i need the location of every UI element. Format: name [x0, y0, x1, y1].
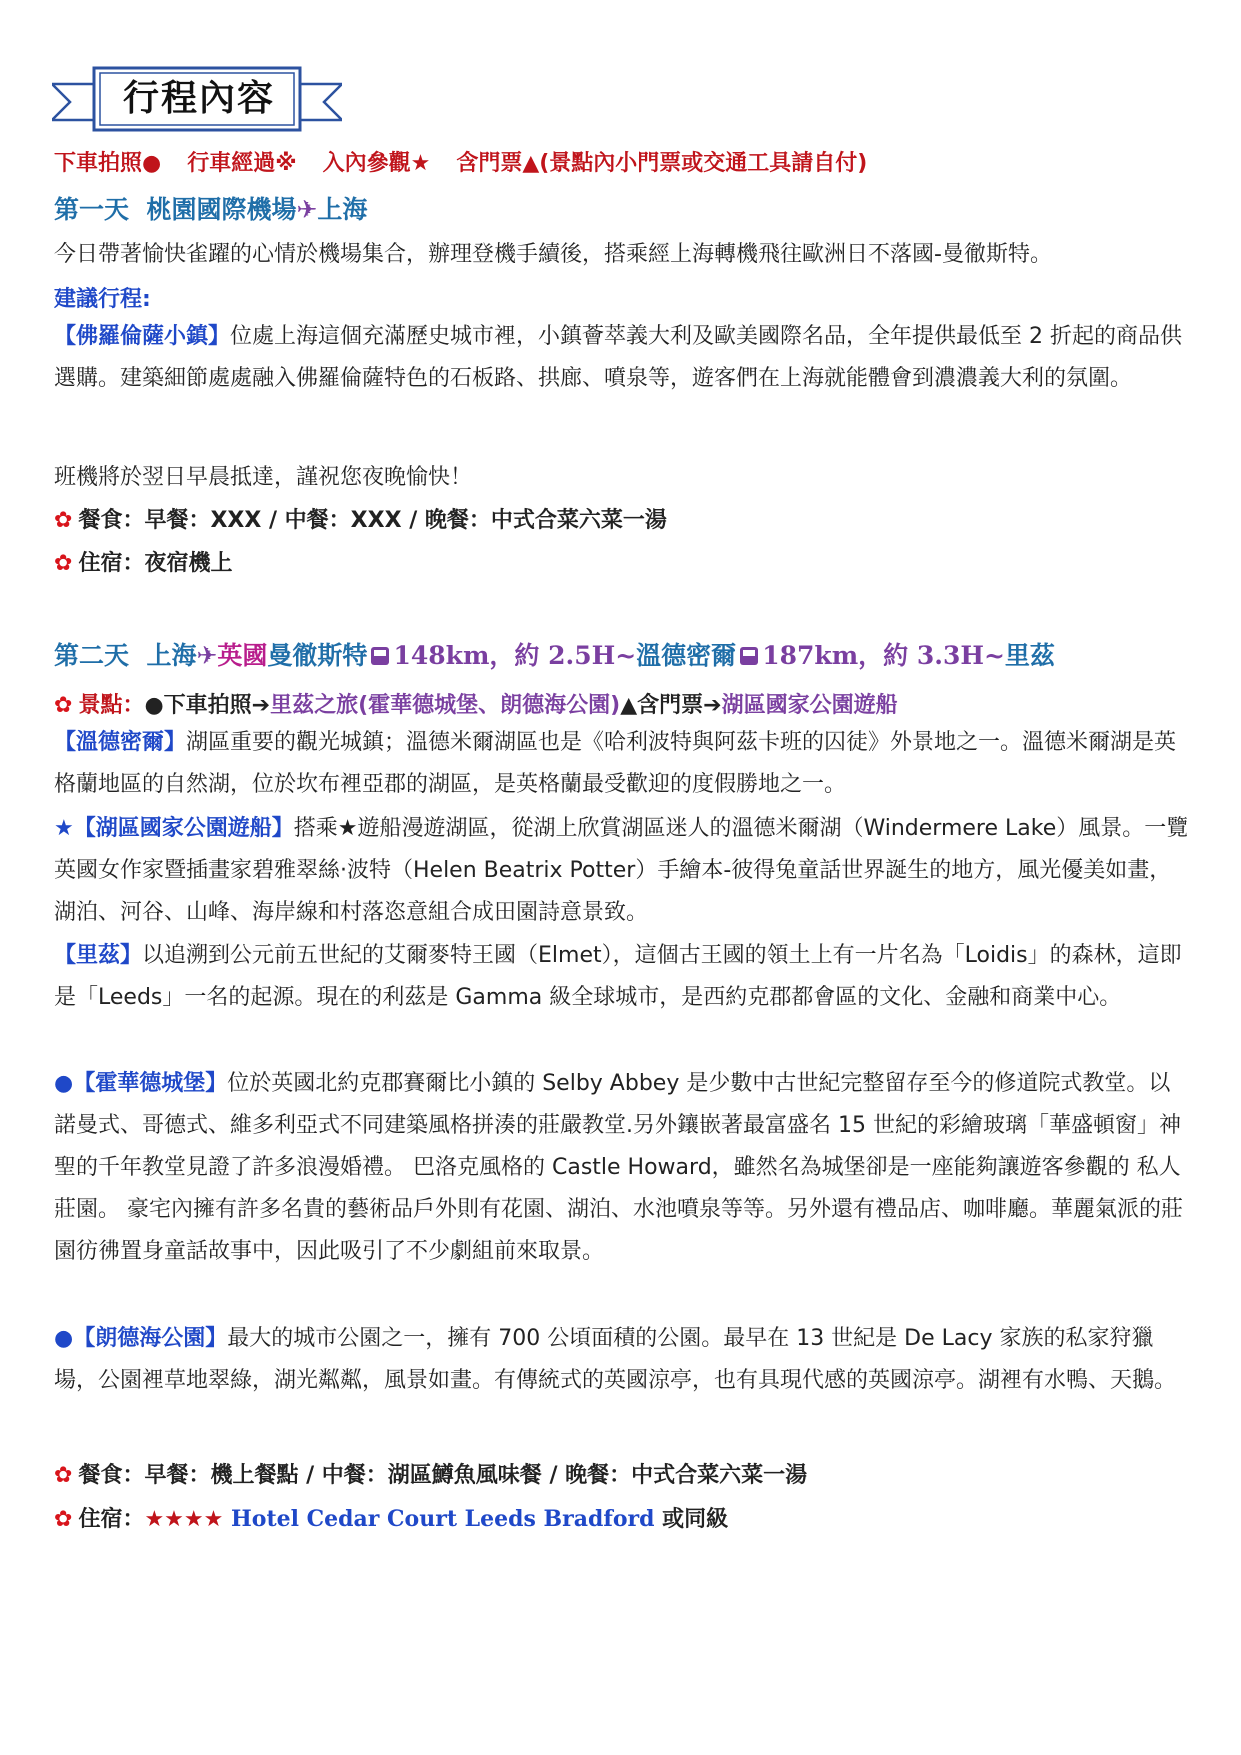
flower-icon: ✿ — [54, 693, 73, 718]
bus-icon — [371, 647, 389, 665]
day1-arrive: 班機將於翌日早晨抵達，謹祝您夜晚愉快！ — [54, 465, 473, 490]
flower-icon: ✿ — [54, 508, 73, 533]
legend-photo: 下車拍照● — [54, 151, 162, 176]
flower-icon: ✿ — [54, 1463, 73, 1488]
park-paragraph — [54, 1318, 1190, 1402]
windermere-name: 【溫德密爾】 — [54, 730, 187, 755]
windermere-text: 湖區重要的觀光城鎮；溫德米爾湖區也是《哈利波特與阿茲卡班的囚徒》外景地之一。溫德米爾湖是英格蘭地區的自然湖，位於坎布裡亞郡的湖區，是英格蘭最受歡迎的度假勝地之一。 — [54, 730, 1177, 797]
day1-title — [54, 190, 367, 226]
florence-text: 位處上海這個充滿歷史城市裡，小鎮薈萃義大利及歐美國際名品，全年提供最低至 2 折起的商品供選購。建築細節處處融入佛羅倫薩特色的石板路、拱廊、噴泉等，遊客們在上海就能體會到濃濃義大利的氛圍。 — [54, 324, 1183, 391]
arrow-right-icon: ➔ — [703, 693, 722, 718]
park-text: 最大的城市公園之一，擁有 700 公頃面積的公園。最早在 13 世紀是 De Lacy 家族的私家狩獵場，公園裡草地翠綠，湖光粼粼，風景如畫。有傳統式的英國涼亭，也有具現代感的英國涼亭。湖裡有水鴨、天鵝。 — [54, 1326, 1177, 1393]
day2-country: 英國 — [217, 641, 268, 670]
spots-label: 景點： — [78, 693, 145, 718]
plane-icon: ✈ — [196, 641, 218, 670]
spots-lake-cruise: 湖區國家公園遊船 — [721, 693, 898, 718]
day2-leg2: 187km，約 3.3H~ — [762, 641, 1005, 670]
dot-icon: ● — [54, 1326, 74, 1351]
day2-leg1: 148km，約 2.5H~ — [393, 641, 637, 670]
day1-meals: 餐食：早餐：XXX / 中餐：XXX / 晚餐：中式合菜六菜一湯 — [78, 508, 667, 533]
legend-drive: 行車經過※ — [187, 151, 297, 176]
flower-icon: ✿ — [54, 1507, 73, 1532]
legend-row — [54, 146, 893, 177]
leeds-text: 以追溯到公元前五世紀的艾爾麥特王國（Elmet），這個古王國的領土上有一片名為「Loidis」的森林，這即是「Leeds」一名的起源。現在的利茲是 Gamma 級全球城市，是西約克郡都會區的文化、金融和商業中心。 — [54, 943, 1182, 1010]
day1-destination: 上海 — [317, 195, 368, 224]
castle-name: 【霍華德城堡】 — [73, 1071, 228, 1096]
leeds-paragraph — [54, 935, 1190, 1019]
arrow-right-icon: ➔ — [251, 693, 271, 718]
bus-icon — [740, 647, 758, 665]
hotel-name: Hotel Cedar Court Leeds Bradford — [231, 1506, 655, 1532]
flower-icon: ✿ — [54, 551, 73, 576]
leeds-name: 【里茲】 — [54, 943, 143, 968]
day2-meals: 餐食：早餐：機上餐點 / 中餐：湖區鱒魚風味餐 / 晚餐：中式合菜六菜一湯 — [78, 1463, 808, 1488]
dot-icon: ● — [54, 1071, 74, 1096]
day1-intro: 今日帶著愉快雀躍的心情於機場集合，辦理登機手續後，搭乘經上海轉機飛往歐洲日不落國-曼徹斯特。 — [54, 242, 1052, 267]
hotel-stars: ★★★★ — [144, 1507, 224, 1532]
legend-visit: 入內參觀★ — [322, 151, 431, 176]
day1-florence — [54, 316, 1190, 400]
day2-label: 第二天 — [54, 641, 130, 670]
cruise-paragraph — [54, 808, 1190, 934]
cruise-text: 搭乘★遊船漫遊湖區，從湖上欣賞湖區迷人的溫德米爾湖（Windermere Lake）風景。一覽英國女作家暨插畫家碧雅翠絲·波特（Helen Beatrix Potter）手繪本-彼得兔童話世界誕生的地方，風光優美如畫，湖泊、河谷、山峰、海岸線和村落恣意組合成田園詩意景致。 — [54, 816, 1189, 925]
day2-title — [54, 636, 1055, 672]
hotel-suffix: 或同級 — [662, 1507, 729, 1532]
castle-text: 位於英國北約克郡賽爾比小鎮的 Selby Abbey 是少數中古世紀完整留存至今的修道院式教堂。以諾曼式、哥德式、維多利亞式不同建築風格拼湊的莊嚴教堂.另外鑲嵌著最富盛名 15 世紀的彩繪玻璃「華盛頓窗」神聖的千年教堂見證了許多浪漫婚禮。 巴洛克風格的 Castle Howard，雖然名為城堡卻是一座能夠讓遊客參觀的 私人莊園。 豪宅內擁有許多名貴的藝術品戶外則有花園、湖泊、水池噴泉等等。另外還有禮品店、咖啡廳。華麗氣派的莊園彷彿置身童話故事中，因此吸引了不少劇組前來取景。 — [54, 1071, 1183, 1264]
day2-city-leeds: 里茲 — [1004, 641, 1055, 670]
day1-suggest: 建議行程: — [54, 287, 151, 312]
spots-leeds-tour: 里茲之旅(霍華德城堡、朗德海公園) — [270, 693, 621, 718]
plane-icon: ✈ — [296, 195, 318, 224]
day2-spots — [54, 688, 898, 719]
cruise-name: 【湖區國家公園遊船】 — [73, 816, 294, 841]
section-banner — [52, 64, 342, 140]
day2-city-windermere: 溫德密爾 — [636, 641, 737, 670]
day1-meals-row — [54, 503, 667, 534]
day1-origin: 桃園國際機場 — [146, 195, 297, 224]
day1-hotel: 住宿：夜宿機上 — [78, 551, 233, 576]
banner-title: 行程內容 — [122, 78, 275, 119]
windermere-paragraph — [54, 722, 1190, 806]
hotel-label: 住宿： — [78, 1507, 145, 1532]
day2-origin: 上海 — [146, 641, 197, 670]
day1-label: 第一天 — [54, 195, 130, 224]
spots-photo: ●下車拍照 — [144, 693, 252, 718]
day2-city-manchester: 曼徹斯特 — [267, 641, 368, 670]
florence-name: 【佛羅倫薩小鎮】 — [54, 324, 231, 349]
day2-hotel-row — [54, 1502, 728, 1533]
castle-paragraph — [54, 1063, 1190, 1273]
legend-ticket: 含門票▲(景點內小門票或交通工具請自付) — [456, 151, 868, 176]
day2-meals-row — [54, 1458, 807, 1489]
park-name: 【朗德海公園】 — [73, 1326, 228, 1351]
star-icon: ★ — [54, 816, 74, 841]
spots-ticket: ▲含門票 — [620, 693, 704, 718]
day1-hotel-row — [54, 546, 232, 577]
